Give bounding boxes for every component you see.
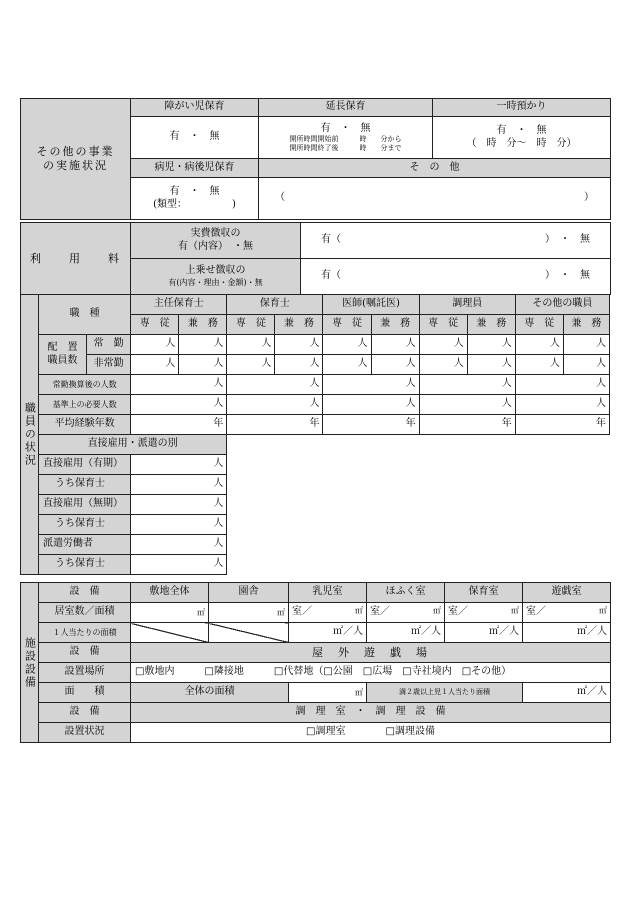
head-nurse-header: 主任保育士 <box>131 295 227 315</box>
nurse-subcount-label: うち保育士 <box>39 555 131 575</box>
other-services-table <box>20 98 611 220</box>
dispatch-worker-label: 派遣労働者 <box>39 535 131 555</box>
unit-cell: 人 <box>323 355 371 375</box>
area-label: 面 積 <box>39 683 131 703</box>
unit-cell: 人 <box>227 395 323 415</box>
unit-cell: 人 <box>131 535 227 555</box>
unit-cell: 人 <box>323 395 419 415</box>
outdoor-play-header: 屋 外 遊 戯 場 <box>131 643 611 663</box>
concurrent-header: 兼 務 <box>563 315 609 335</box>
unit-cell: 人 <box>131 355 179 375</box>
per-person-cell: ㎡／人 <box>367 623 445 643</box>
doctor-header: 医師(嘱託医) <box>323 295 419 315</box>
concurrent-header: 兼 務 <box>179 315 227 335</box>
infant-room-header: 乳児室 <box>289 583 367 603</box>
temporary-hours: （ 時 分～ 時 分） <box>466 137 577 149</box>
unit-cell: 人 <box>131 475 227 495</box>
other-paren-close: ） <box>584 192 594 204</box>
extended-before: 開所時間開始前 時 分から <box>289 135 402 144</box>
area-unit: ㎡ <box>355 606 363 616</box>
unit-cell: 人 <box>467 355 515 375</box>
unit-cell: 人 <box>131 555 227 575</box>
over2-area-value: ㎡／人 <box>523 683 611 703</box>
fulltime-dedicated-header: 専 従 <box>419 315 467 335</box>
unit-cell: 人 <box>563 335 609 355</box>
staff-section-label: 職員の状況 <box>21 295 39 575</box>
per-person-cell: ㎡／人 <box>445 623 523 643</box>
actual-cost-sub: 有（内容） ・無 <box>178 240 253 252</box>
area-cell: ㎡ <box>131 603 209 623</box>
concurrent-header: 兼 務 <box>467 315 515 335</box>
room-area-cell <box>445 603 523 623</box>
actual-cost-yes: 有（ <box>321 234 341 246</box>
unit-cell: 人 <box>467 335 515 355</box>
unit-cell: 人 <box>323 335 371 355</box>
site-header: 敷地全体 <box>131 583 209 603</box>
unit-cell: 人 <box>131 335 179 355</box>
room-unit: 室／ <box>370 606 390 618</box>
other-header: そ の 他 <box>259 159 611 178</box>
concurrent-header: 兼 務 <box>275 315 323 335</box>
nurse-subcount-label: うち保育士 <box>39 515 131 535</box>
extended-availability: 有 ・ 無 <box>320 122 371 134</box>
fulltime-dedicated-header: 専 従 <box>131 315 179 335</box>
concurrent-header: 兼 務 <box>371 315 419 335</box>
unit-cell: 人 <box>275 355 323 375</box>
unit-cell: 人 <box>515 335 563 355</box>
actual-cost-value <box>301 223 611 259</box>
total-area-label: 全体の面積 <box>131 683 289 703</box>
crawling-room-header: ほふく室 <box>367 583 445 603</box>
staff-table <box>20 294 610 575</box>
room-area-cell <box>367 603 445 623</box>
surcharge-yes: 有（ <box>321 270 341 282</box>
surcharge-value <box>301 259 611 295</box>
temporary-availability: 有 ・ 無 <box>496 125 547 136</box>
na-cell <box>131 623 209 643</box>
parttime-label: 非常勤 <box>87 355 131 375</box>
nursery-room-header: 保育室 <box>445 583 523 603</box>
fees-label: 利 用 料 <box>21 223 131 295</box>
fulltime-dedicated-header: 専 従 <box>323 315 371 335</box>
fulltime-dedicated-header: 専 従 <box>515 315 563 335</box>
actual-cost-title: 実費徴収の <box>190 228 241 239</box>
temporary-value <box>433 117 611 159</box>
room-unit: 室／ <box>448 606 468 618</box>
installation-label: 設置状況 <box>39 723 131 743</box>
room-area-label: 居室数／面積 <box>39 603 131 623</box>
surcharge-no: ） ・ 無 <box>545 270 590 282</box>
room-unit: 室／ <box>292 606 312 618</box>
actual-cost-no: ） ・ 無 <box>545 234 590 246</box>
unit-cell: 人 <box>131 495 227 515</box>
playroom-header: 遊戯室 <box>523 583 611 603</box>
required-label: 基準上の必要人数 <box>39 395 131 415</box>
room-area-cell <box>523 603 611 623</box>
staff-blank-area <box>227 435 610 575</box>
extended-value <box>259 117 433 159</box>
unit-cell: 人 <box>515 355 563 375</box>
direct-indefinite-label: 直接雇用（無期） <box>39 495 131 515</box>
year-unit-cell: 年 <box>131 415 227 435</box>
unit-cell: 人 <box>131 515 227 535</box>
sick-child-type: (類型： ) <box>153 198 236 210</box>
fulltime-label: 常 勤 <box>87 335 131 355</box>
year-unit-cell: 年 <box>515 415 609 435</box>
unit-cell: 人 <box>371 335 419 355</box>
unit-cell: 人 <box>275 335 323 355</box>
building-header: 園舎 <box>209 583 289 603</box>
per-person-cell: ㎡／人 <box>289 623 367 643</box>
facilities-table <box>20 582 611 743</box>
staff-count-label <box>39 335 87 375</box>
other-services-label: その他の事業の実施状況 <box>21 99 131 220</box>
over2-area-label: 満２歳以上児１人当たり面積 <box>367 683 523 703</box>
handicap-header: 障がい児保育 <box>131 99 259 117</box>
sick-child-value <box>131 178 259 220</box>
unit-cell: 人 <box>131 375 227 395</box>
unit-cell: 人 <box>179 335 227 355</box>
unit-cell: 人 <box>419 395 515 415</box>
unit-cell: 人 <box>131 455 227 475</box>
cook-header: 調理員 <box>419 295 515 315</box>
other-staff-header: その他の職員 <box>515 295 609 315</box>
unit-cell: 人 <box>419 375 515 395</box>
room-area-cell <box>289 603 367 623</box>
temporary-header: 一時預かり <box>433 99 611 117</box>
equipment-header: 設 備 <box>39 583 131 603</box>
direct-fixed-label: 直接雇用（有期） <box>39 455 131 475</box>
job-type-header: 職 種 <box>39 295 131 335</box>
unit-cell: 人 <box>131 395 227 415</box>
unit-cell: 人 <box>419 355 467 375</box>
per-person-cell: ㎡／人 <box>523 623 611 643</box>
fulltime-dedicated-header: 専 従 <box>227 315 275 335</box>
surcharge-sub: 有(内容・理由・金額)・無 <box>168 277 263 287</box>
handicap-value: 有 ・ 無 <box>131 117 259 159</box>
unit-cell: 人 <box>179 355 227 375</box>
unit-cell: 人 <box>515 395 609 415</box>
area-unit: ㎡ <box>599 606 607 616</box>
unit-cell: 人 <box>371 355 419 375</box>
experience-label: 平均経験年数 <box>39 415 131 435</box>
na-cell <box>209 623 289 643</box>
surcharge-header <box>131 259 301 295</box>
staff-count-label-1: 配 置 <box>47 342 78 353</box>
sick-child-availability: 有 ・ 無 <box>169 186 220 197</box>
extended-after: 開所時間終了後 時 分まで <box>289 143 402 152</box>
unit-cell: 人 <box>323 375 419 395</box>
unit-cell: 人 <box>515 375 609 395</box>
other-value <box>259 178 611 220</box>
per-person-label: １人当たりの面積 <box>39 623 131 643</box>
other-paren-open: （ <box>275 192 285 204</box>
equipment-header: 設 備 <box>39 703 131 723</box>
fees-table <box>20 222 611 295</box>
area-cell: ㎡ <box>209 603 289 623</box>
surcharge-title: 上乗せ徴収の <box>185 265 246 277</box>
location-options: □敷地内 □隣接地 □代替地（□公園 □広場 □寺社境内 □その他） <box>131 663 611 683</box>
fte-label: 常勤換算後の人数 <box>39 375 131 395</box>
year-unit-cell: 年 <box>227 415 323 435</box>
area-unit: ㎡ <box>433 606 441 616</box>
year-unit-cell: 年 <box>323 415 419 435</box>
facilities-section-label: 施設設備 <box>21 583 39 743</box>
year-unit-cell: 年 <box>419 415 515 435</box>
employment-type-header: 直接雇用・派遣の別 <box>39 435 227 455</box>
sick-child-header: 病児・病後児保育 <box>131 159 259 178</box>
unit-cell: 人 <box>563 355 609 375</box>
kitchen-header: 調 理 室 ・ 調 理 設 備 <box>131 703 611 723</box>
nurse-subcount-label: うち保育士 <box>39 475 131 495</box>
area-unit: ㎡ <box>511 606 519 616</box>
installation-options: □調理室 □調理設備 <box>131 723 611 743</box>
total-area-value: ㎡ <box>289 683 367 703</box>
equipment-header: 設 備 <box>39 643 131 663</box>
unit-cell: 人 <box>419 335 467 355</box>
unit-cell: 人 <box>227 375 323 395</box>
nurse-header: 保育士 <box>227 295 323 315</box>
extended-header: 延長保育 <box>259 99 433 117</box>
unit-cell: 人 <box>227 335 275 355</box>
staff-count-label-2: 職員数 <box>47 354 78 366</box>
actual-cost-header <box>131 223 301 259</box>
room-unit: 室／ <box>526 606 546 618</box>
location-label: 設置場所 <box>39 663 131 683</box>
unit-cell: 人 <box>227 355 275 375</box>
